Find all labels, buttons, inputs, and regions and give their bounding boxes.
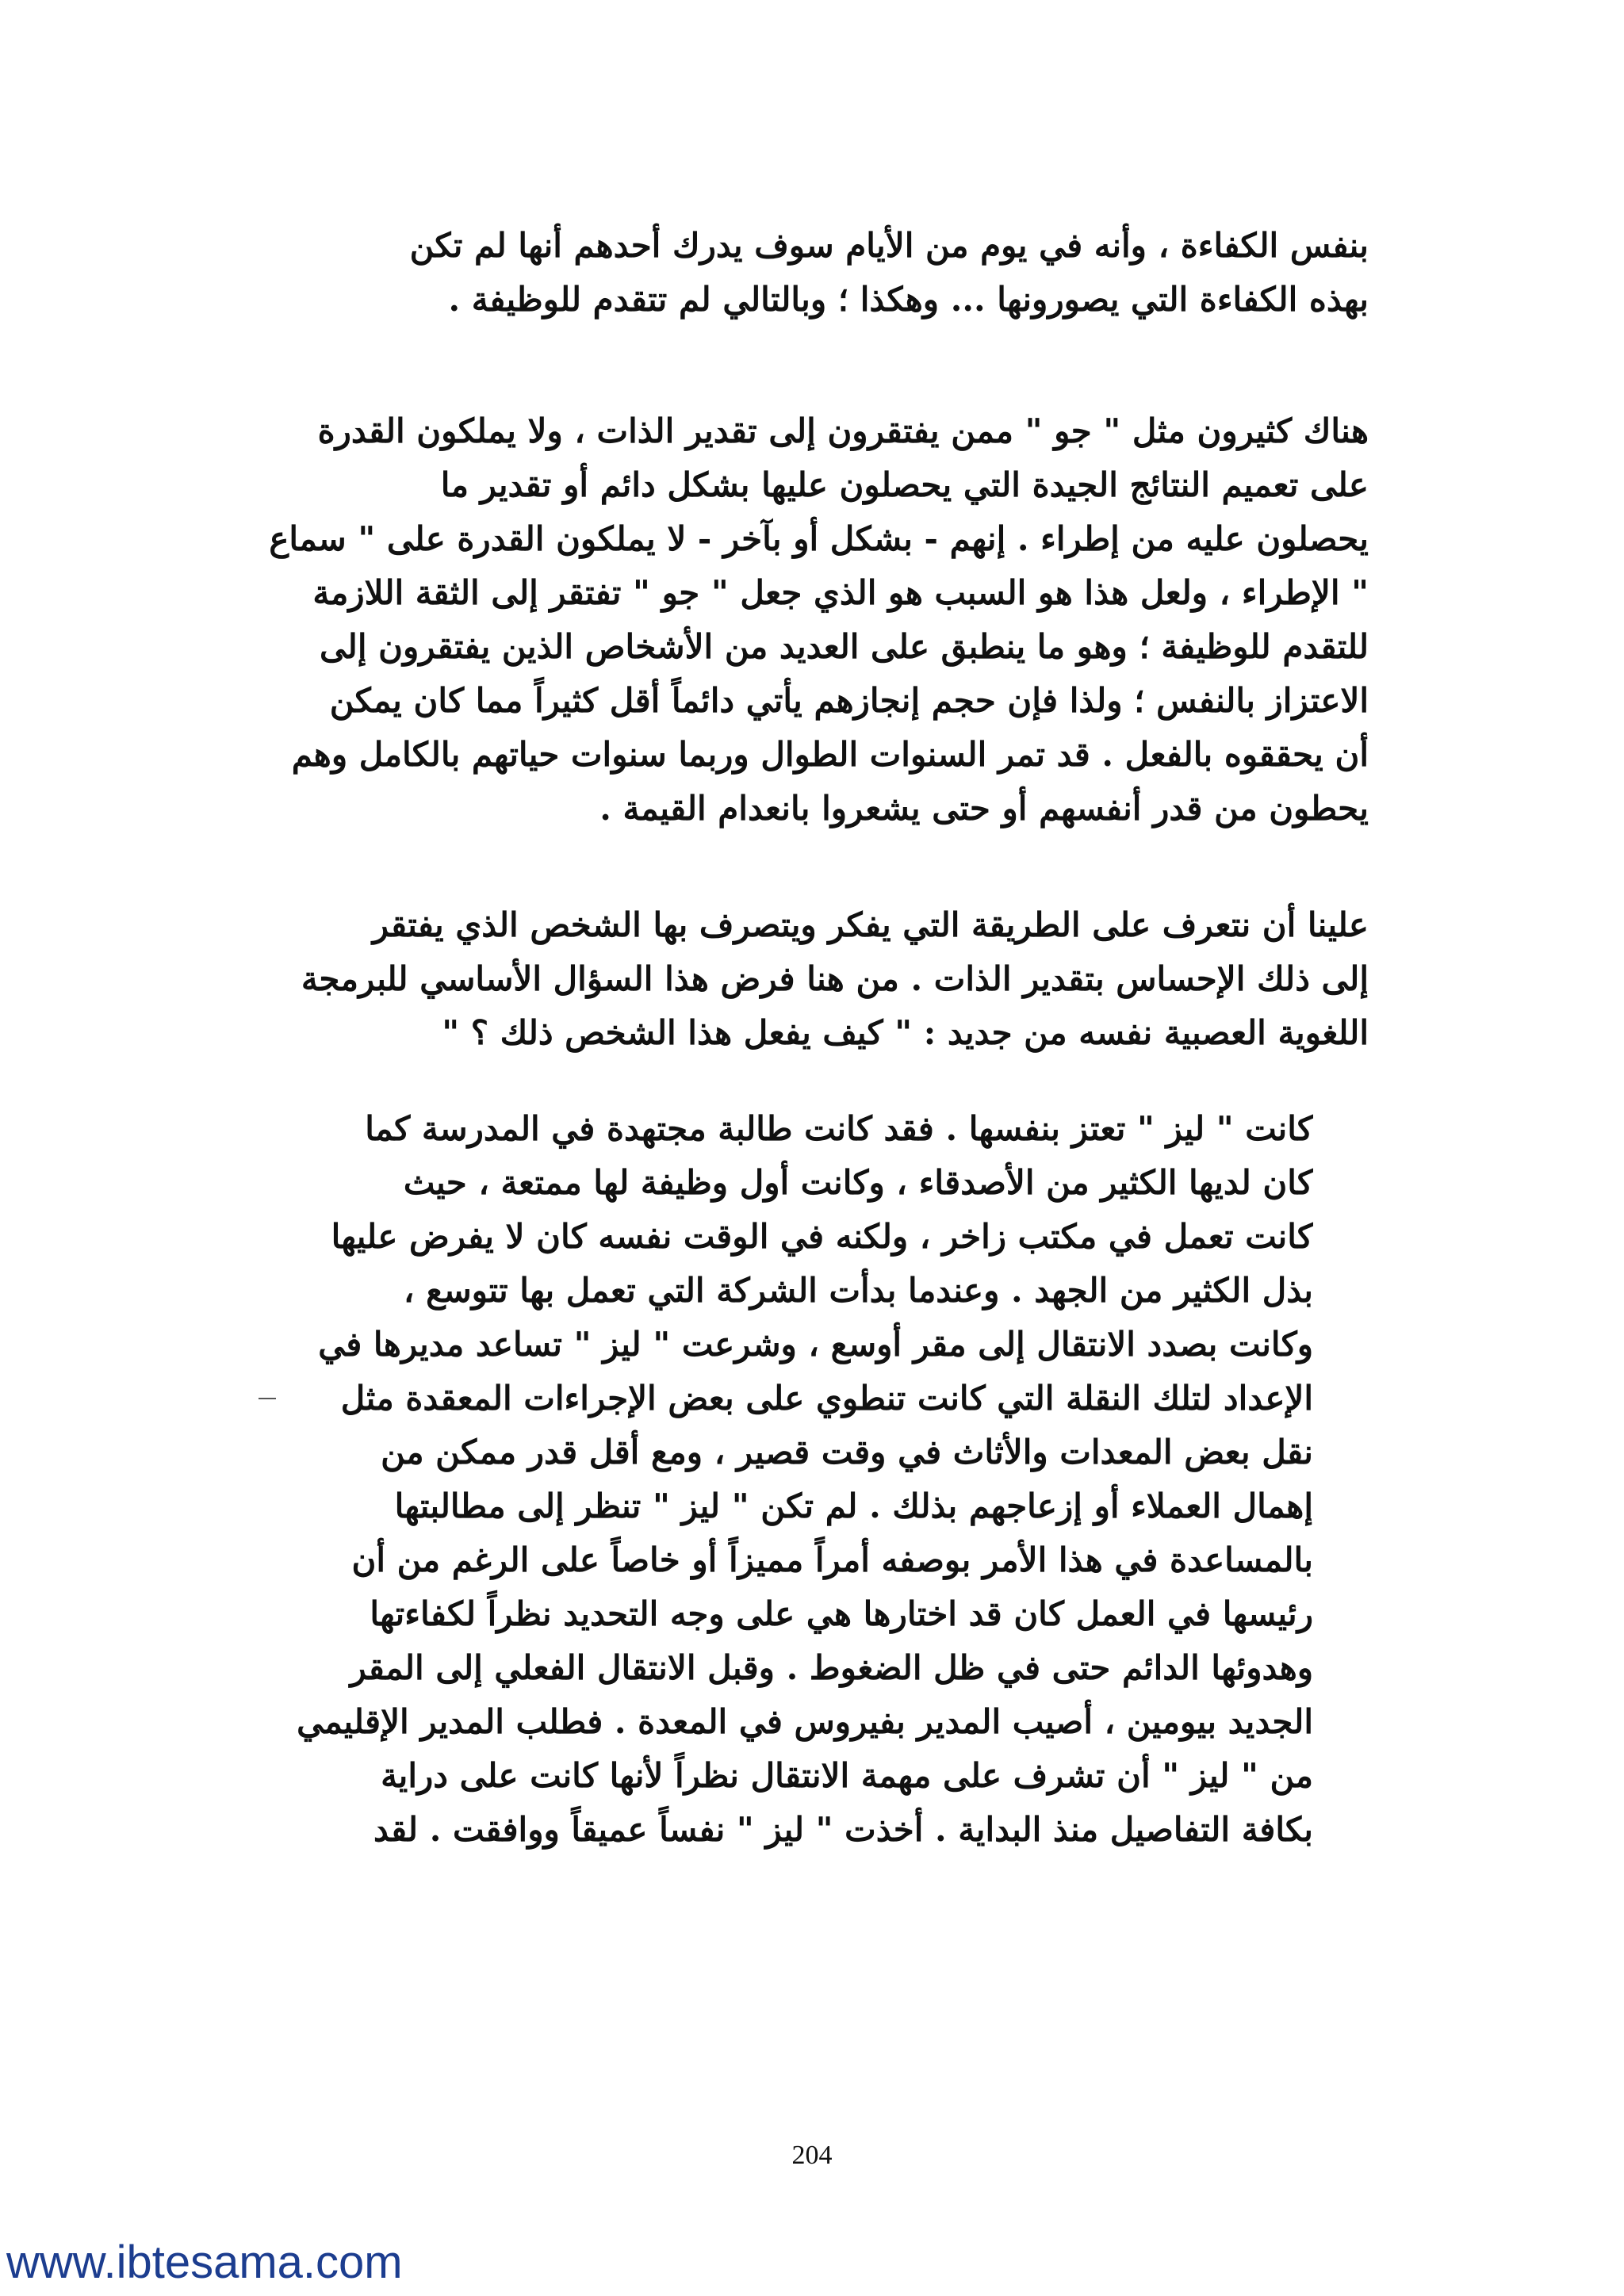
- paragraph-4-story: [262, 1102, 1313, 1857]
- text-line: إلى ذلك الإحساس بتقدير الذات . من هنا فرض هذا السؤال الأساسي للبرمجة: [301, 959, 1369, 998]
- margin-mark: [259, 1398, 276, 1399]
- page-number: 204: [791, 2141, 833, 2170]
- text-line: كانت تعمل في مكتب زاخر ، ولكنه في الوقت نفسه كان لا يفرض عليها: [331, 1217, 1313, 1256]
- text-line: نقل بعض المعدات والأثاث في وقت قصير ، ومع أقل قدر ممكن من: [381, 1433, 1313, 1471]
- text-line: الاعتزاز بالنفس ؛ ولذا فإن حجم إنجازهم يأتي دائماً أقل كثيراً مما كان يمكن: [329, 681, 1369, 720]
- text-line: " الإطراء ، ولعل هذا هو السبب هو الذي جعل " جو " تفتقر إلى الثقة اللازمة: [312, 573, 1369, 612]
- text-line: بالمساعدة في هذا الأمر بوصفه أمراً مميزاً أو خاصاً على الرغم من أن: [351, 1540, 1313, 1579]
- text-line: بكافة التفاصيل منذ البداية . أخذت " ليز " نفساً عميقاً ووافقت . لقد: [373, 1810, 1313, 1849]
- text-line: بهذه الكفاءة التي يصورونها ... وهكذا ؛ وبالتالي لم تتقدم للوظيفة .: [448, 280, 1369, 319]
- text-line: يحطون من قدر أنفسهم أو حتى يشعروا بانعدام القيمة .: [599, 789, 1369, 828]
- text-line: بنفس الكفاءة ، وأنه في يوم من الأيام سوف يدرك أحدهم أنها لم تكن: [409, 226, 1369, 265]
- text-line: رئيسها في العمل كان قد اختارها هي على وجه التحديد نظراً لكفاءتها: [370, 1594, 1313, 1633]
- text-line: للتقدم للوظيفة ؛ وهو ما ينطبق على العديد من الأشخاص الذين يفتقرون إلى: [320, 627, 1369, 666]
- text-line: يحصلون عليه من إطراء . إنهم - بشكل أو بآخر - لا يملكون القدرة على " سماع: [269, 519, 1369, 558]
- text-line: الإعداد لتلك النقلة التي كانت تنطوي على بعض الإجراءات المعقدة مثل: [340, 1379, 1313, 1418]
- text-line: بذل الكثير من الجهد . وعندما بدأت الشركة التي تعمل بها تتوسع ،: [403, 1271, 1313, 1310]
- text-line: الجديد بيومين ، أصيب المدير بفيروس في المعدة . فطلب المدير الإقليمي: [297, 1702, 1313, 1741]
- text-line: وكانت بصدد الانتقال إلى مقر أوسع ، وشرعت " ليز " تساعد مديرها في: [318, 1325, 1313, 1364]
- watermark-link[interactable]: www.ibtesama.com: [6, 2237, 403, 2288]
- text-line: كان لديها الكثير من الأصدقاء ، وكانت أول وظيفة لها ممتعة ، حيث: [403, 1163, 1313, 1202]
- text-line: علينا أن نتعرف على الطريقة التي يفكر ويتصرف بها الشخص الذي يفتقر: [372, 905, 1369, 944]
- text-line: على تعميم النتائج الجيدة التي يحصلون عليها بشكل دائم أو تقدير ما: [440, 465, 1369, 504]
- text-line: اللغوية العصبية نفسه من جديد : " كيف يفعل هذا الشخص ذلك ؟ ": [442, 1013, 1369, 1052]
- text-line: كانت " ليز " تعتز بنفسها . فقد كانت طالبة مجتهدة في المدرسة كما: [365, 1109, 1313, 1148]
- text-line: أن يحققوه بالفعل . قد تمر السنوات الطوال وربما سنوات حياتهم بالكامل وهم: [291, 735, 1369, 774]
- paragraph-2: [259, 404, 1369, 836]
- paragraph-3: [259, 898, 1369, 1060]
- text-line: إهمال العملاء أو إزعاجهم بذلك . لم تكن " ليز " تنظر إلى مطالبتها: [394, 1487, 1313, 1525]
- text-line: هناك كثيرون مثل " جو " ممن يفتقرون إلى تقدير الذات ، ولا يملكون القدرة: [317, 411, 1369, 450]
- paragraph-1: [259, 219, 1369, 327]
- text-line: من " ليز " أن تشرف على مهمة الانتقال نظراً لأنها كانت على دراية: [381, 1756, 1313, 1795]
- text-line: وهدوئها الدائم حتى في ظل الضغوط . وقبل الانتقال الفعلي إلى المقر: [350, 1648, 1313, 1687]
